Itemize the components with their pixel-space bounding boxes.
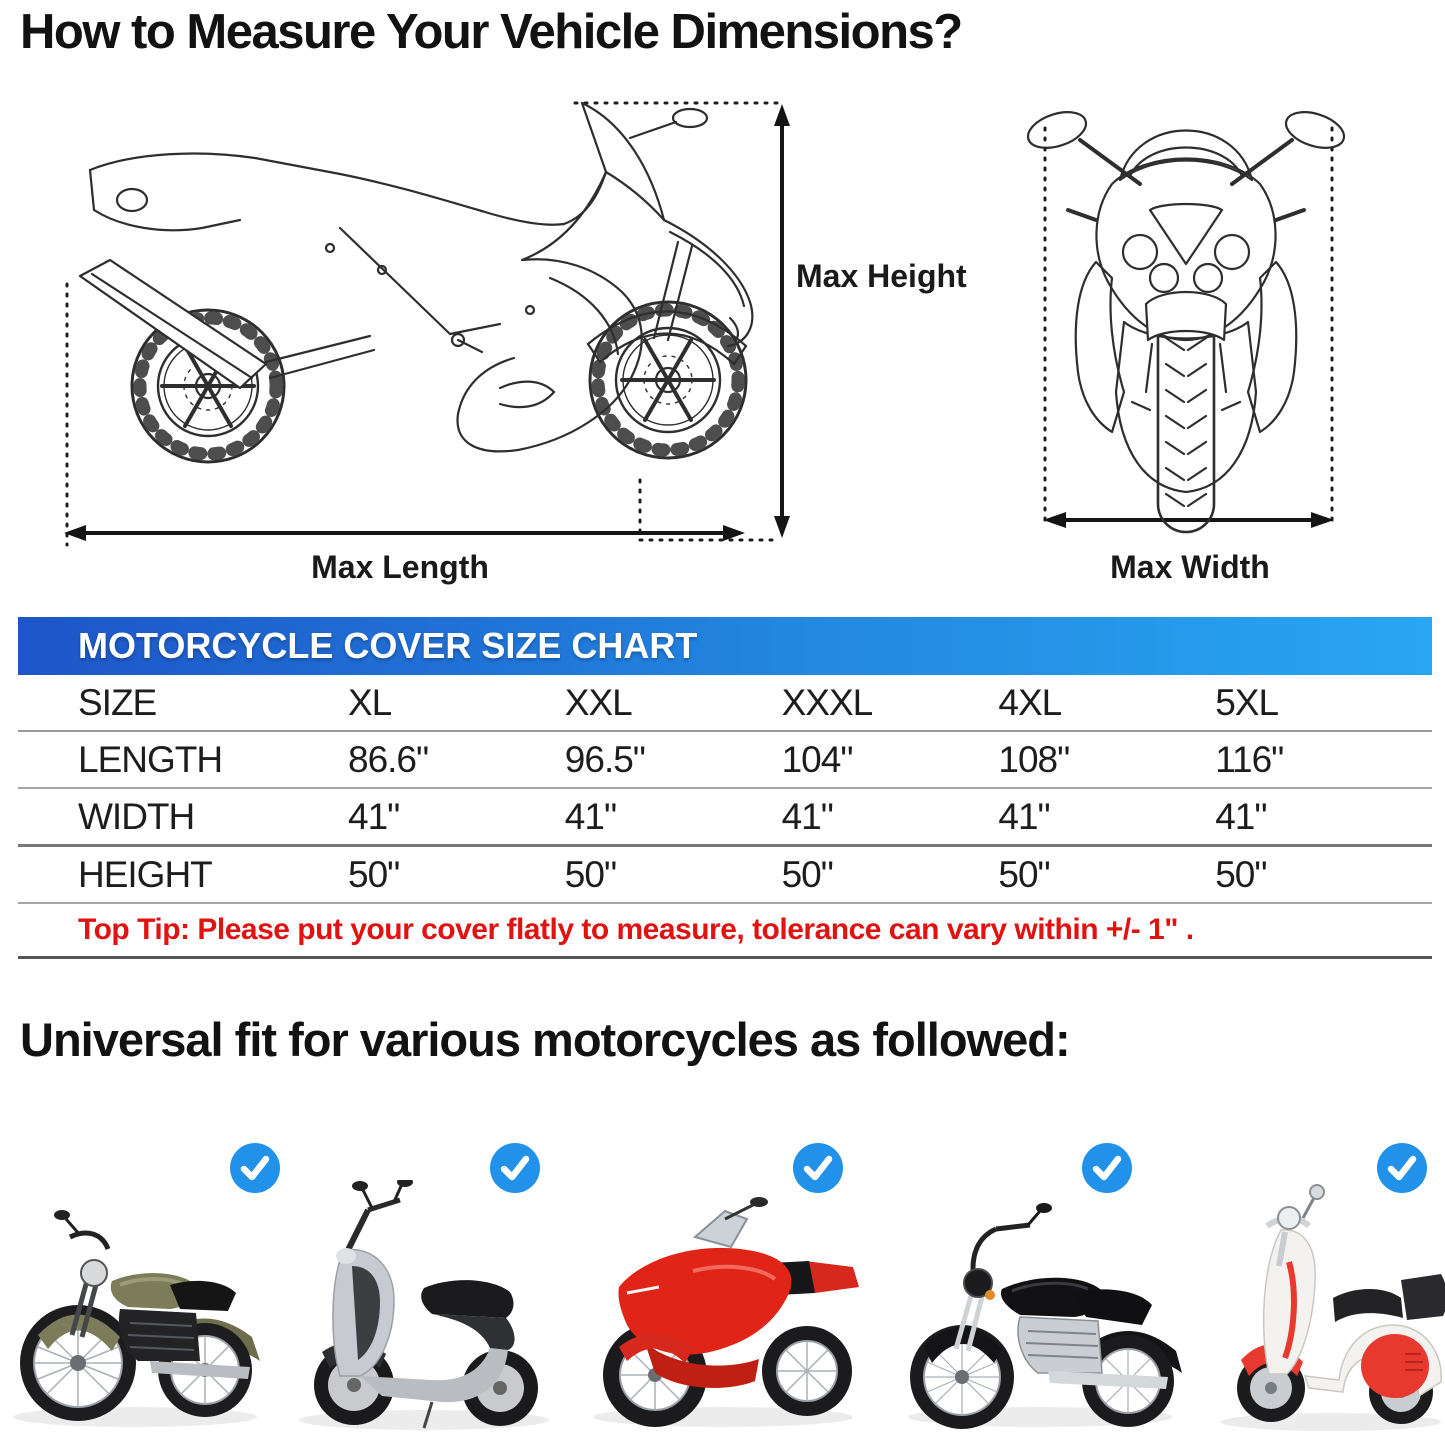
col-size: SIZE [78,681,157,723]
size-chart-title: MOTORCYCLE COVER SIZE CHART [78,625,698,666]
cell-value: 86.6" [348,738,429,780]
sport-bike-red [575,1175,870,1433]
cell-value: 41" [998,795,1050,837]
max-width-label: Max Width [1110,549,1270,585]
motorcycle-side-outline [30,78,810,552]
cell-value: 50" [348,853,400,895]
cell-value: 41" [1215,795,1267,837]
cell-value: 96.5" [564,738,645,780]
cell-value: 41" [564,795,617,837]
cruiser-motorcycle-black [890,1185,1190,1433]
row-label: LENGTH [78,738,223,780]
top-tip-text: Top Tip: Please put your cover flatly to measure, tolerance can vary within +/- 1" . [78,913,1194,946]
col-xl: XL [348,681,392,723]
motorcycle-front-outline [1012,92,1360,552]
col-5xl: 5XL [1215,681,1279,723]
page-title: How to Measure Your Vehicle Dimensions? [20,5,962,59]
top-tip [18,904,1432,959]
table-row-height [18,847,1432,904]
row-label: HEIGHT [78,853,212,895]
size-chart-header-bar [18,617,1432,675]
max-height-label: Max Height [796,258,967,294]
size-chart [18,617,1432,959]
universal-fit-heading: Universal fit for various motorcycles as followed: [20,1013,1070,1066]
row-label: WIDTH [78,795,195,837]
cell-value: 50" [781,853,833,895]
max-length-label: Max Length [311,549,489,585]
vintage-scooter-red-white [1205,1170,1445,1433]
cell-value: 50" [1215,853,1267,895]
col-xxxl: XXXL [781,681,873,723]
cell-value: 41" [781,795,833,837]
cell-value: 50" [998,853,1050,895]
cell-value: 116" [1215,738,1284,780]
col-xxl: XXL [564,681,632,723]
size-chart-column-row [18,675,1432,732]
cell-value: 50" [564,853,617,895]
col-4xl: 4XL [998,681,1062,723]
cell-value: 108" [998,738,1070,780]
cell-value: 104" [781,738,853,780]
cruiser-motorcycle-olive [0,1185,270,1433]
table-row-width [18,789,1432,847]
table-row-length [18,732,1432,789]
scooter-silver [282,1180,567,1433]
cell-value: 41" [348,795,400,837]
